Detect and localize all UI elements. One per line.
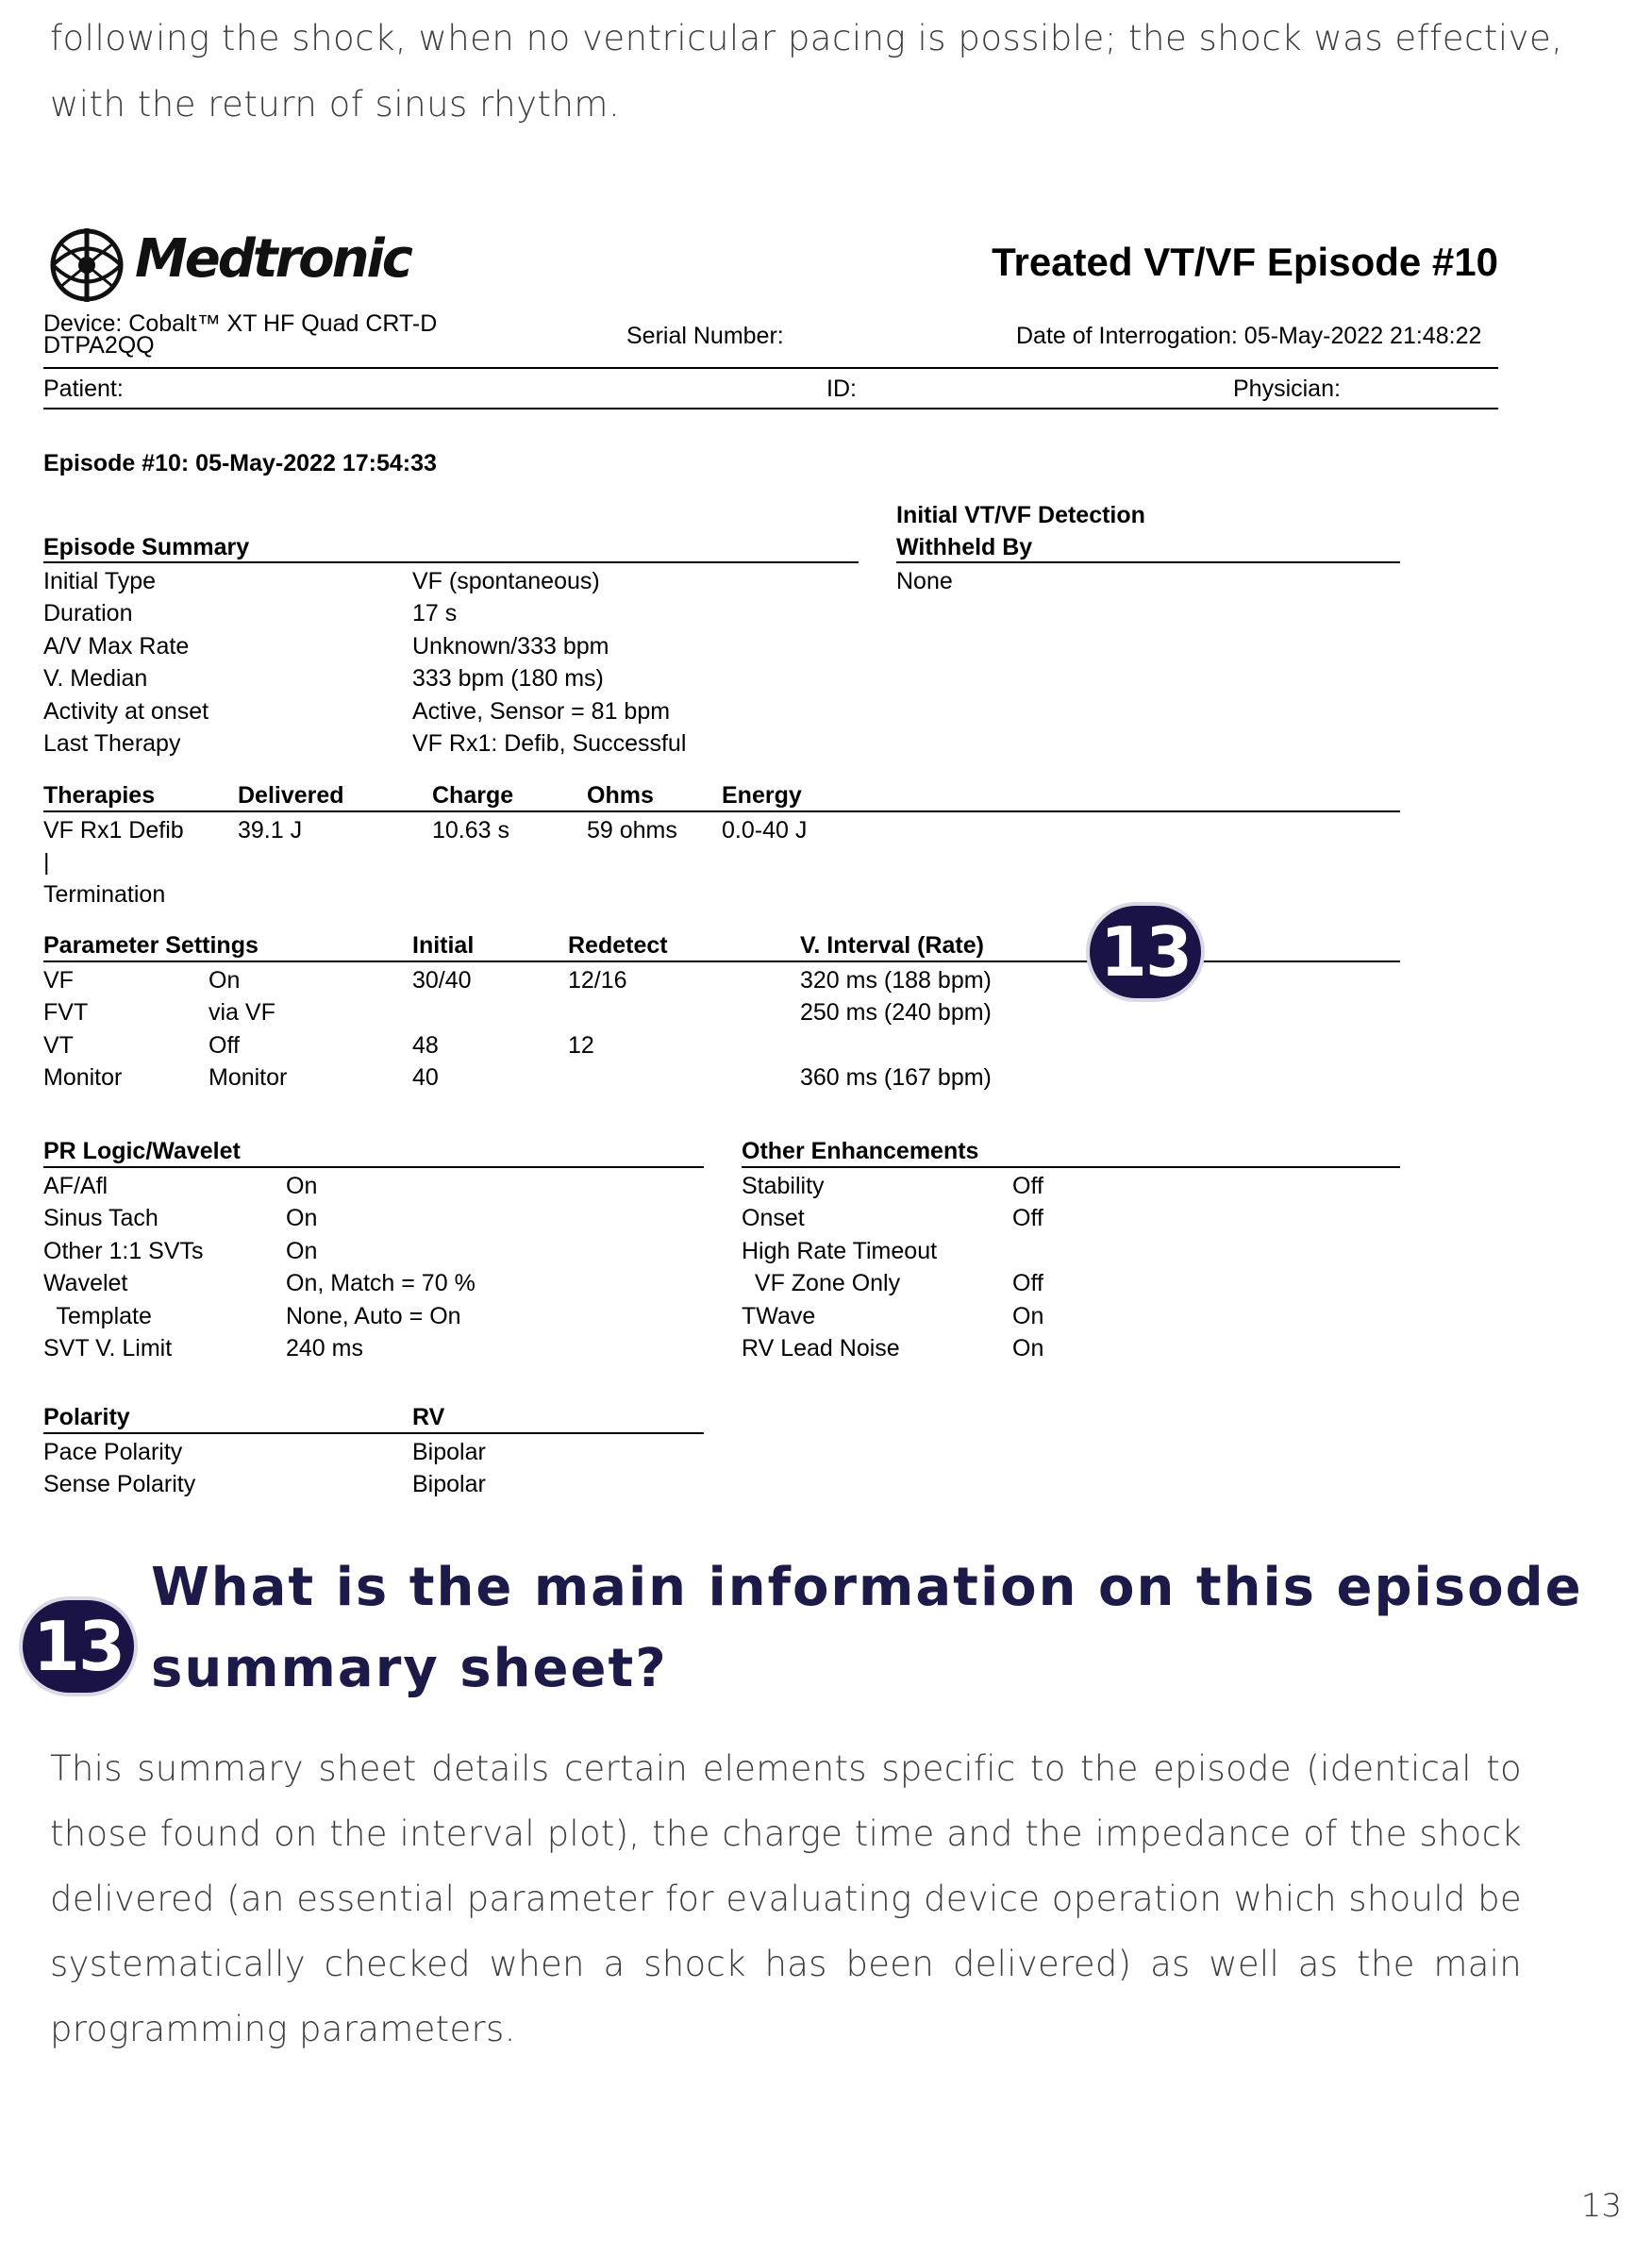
zone-redetect: 12/16 — [568, 967, 627, 994]
parameter-settings-header: Parameter Settings — [43, 932, 259, 959]
divider — [896, 561, 1400, 563]
enhancement-label: Stability — [742, 1173, 825, 1199]
divider — [742, 1166, 1400, 1168]
enhancement-label: High Rate Timeout — [742, 1238, 938, 1264]
zone-initial: 30/40 — [412, 967, 472, 994]
serial-number-label: Serial Number: — [626, 323, 784, 349]
divider — [43, 561, 859, 563]
rv-header: RV — [412, 1404, 445, 1430]
zone-name: Monitor — [43, 1064, 123, 1091]
pr-logic-label: Wavelet — [43, 1270, 128, 1296]
initial-header: Initial — [412, 932, 475, 959]
id-label: ID: — [826, 376, 857, 402]
summary-value: 333 bpm (180 ms) — [412, 665, 604, 692]
summary-value: Active, Sensor = 81 bpm — [412, 698, 671, 725]
enhancement-value: On — [1012, 1303, 1044, 1329]
summary-value: 17 s — [412, 600, 458, 626]
device-line-1: Device: Cobalt™ XT HF Quad CRT-D — [43, 310, 438, 337]
divider — [43, 408, 1498, 409]
therapy-charge: 10.63 s — [432, 817, 510, 844]
pr-logic-label: Template — [43, 1303, 152, 1329]
summary-header: Episode Summary — [43, 534, 250, 560]
physician-label: Physician: — [1233, 376, 1341, 402]
summary-value: VF (spontaneous) — [412, 568, 600, 594]
v-interval-header: V. Interval (Rate) — [800, 932, 984, 959]
polarity-label: Sense Polarity — [43, 1471, 196, 1497]
polarity-label: Pace Polarity — [43, 1439, 183, 1465]
withheld-header-line1: Initial VT/VF Detection — [896, 502, 1145, 528]
pr-logic-label: Sinus Tach — [43, 1205, 159, 1231]
pr-logic-value: On — [286, 1205, 318, 1231]
summary-label: Last Therapy — [43, 730, 181, 757]
zone-name: VT — [43, 1032, 74, 1059]
callout-badge: 13 — [1086, 902, 1205, 1002]
zone-initial: 40 — [412, 1064, 439, 1091]
enhancement-label: TWave — [742, 1303, 816, 1329]
question-heading: What is the main information on this episode summary sheet? — [151, 1557, 1583, 1699]
energy-header: Energy — [722, 782, 802, 809]
polarity-value: Bipolar — [412, 1439, 486, 1465]
enhancement-value: Off — [1012, 1205, 1043, 1231]
charge-header: Charge — [432, 782, 514, 809]
therapies-header: Therapies — [43, 782, 156, 809]
pr-logic-header: PR Logic/Wavelet — [43, 1138, 241, 1164]
zone-interval: 250 ms (240 bpm) — [800, 999, 992, 1026]
zone-name: VF — [43, 967, 74, 994]
withheld-value: None — [896, 568, 953, 594]
delivered-header: Delivered — [238, 782, 344, 809]
zone-initial: 48 — [412, 1032, 439, 1059]
pr-logic-label: AF/Afl — [43, 1173, 108, 1199]
episode-heading: Episode #10: 05-May-2022 17:54:33 — [43, 450, 437, 476]
summary-label: Initial Type — [43, 568, 157, 594]
patient-label: Patient: — [43, 376, 124, 402]
zone-status: On — [209, 967, 241, 994]
divider — [43, 810, 1400, 812]
ohms-header: Ohms — [587, 782, 654, 809]
interrogation-date: Date of Interrogation: 05-May-2022 21:48:22 — [1016, 323, 1482, 349]
enhancement-value: Off — [1012, 1270, 1043, 1296]
page-number: 13 — [1580, 2187, 1622, 2225]
enhancement-label: Onset — [742, 1205, 805, 1231]
divider — [43, 1166, 704, 1168]
pr-logic-label: SVT V. Limit — [43, 1335, 173, 1361]
zone-status: Off — [209, 1032, 240, 1059]
other-enhancements-header: Other Enhancements — [742, 1138, 979, 1164]
summary-value: VF Rx1: Defib, Successful — [412, 730, 687, 757]
device-line-2: DTPA2QQ — [43, 332, 155, 359]
therapy-energy: 0.0-40 J — [722, 817, 808, 844]
zone-status: Monitor — [209, 1064, 288, 1091]
answer-paragraph: This summary sheet details certain elements specific to the episode (identical to those found on the interval plot), the charge time and the impedance of the shock delivered (an essential parameter for evaluating device operation which should be systematically checked when a shock has been delivered) as well as the main programming parameters. — [50, 1748, 1522, 2049]
report-title: Treated VT/VF Episode #10 — [992, 240, 1498, 284]
therapy-name: VF Rx1 Defib — [43, 817, 184, 844]
summary-label: V. Median — [43, 665, 148, 692]
zone-interval: 320 ms (188 bpm) — [800, 967, 992, 994]
divider — [43, 367, 1498, 369]
enhancement-label: VF Zone Only — [742, 1270, 901, 1296]
therapy-delivered: 39.1 J — [238, 817, 303, 844]
pr-logic-label: Other 1:1 SVTs — [43, 1238, 204, 1264]
intro-paragraph: following the shock, when no ventricular pacing is possible; the shock was effective, with the return of sinus rhythm. — [50, 18, 1563, 125]
enhancement-label: RV Lead Noise — [742, 1335, 900, 1361]
pr-logic-value: None, Auto = On — [286, 1303, 461, 1329]
zone-interval: 360 ms (167 bpm) — [800, 1064, 992, 1091]
summary-label: A/V Max Rate — [43, 633, 190, 660]
summary-label: Duration — [43, 600, 133, 626]
divider — [43, 1432, 704, 1434]
polarity-header: Polarity — [43, 1404, 130, 1430]
zone-name: FVT — [43, 999, 89, 1026]
question-badge: 13 — [19, 1596, 138, 1696]
therapy-ohms: 59 ohms — [587, 817, 677, 844]
summary-label: Activity at onset — [43, 698, 209, 725]
pr-logic-value: On, Match = 70 % — [286, 1270, 476, 1296]
polarity-value: Bipolar — [412, 1471, 486, 1497]
pr-logic-value: On — [286, 1238, 318, 1264]
summary-value: Unknown/333 bpm — [412, 633, 609, 660]
enhancement-value: Off — [1012, 1173, 1043, 1199]
pr-logic-value: 240 ms — [286, 1335, 363, 1361]
therapy-termination: Termination — [43, 881, 166, 908]
zone-redetect: 12 — [568, 1032, 594, 1059]
enhancement-value: On — [1012, 1335, 1044, 1361]
zone-status: via VF — [209, 999, 275, 1026]
redetect-header: Redetect — [568, 932, 668, 959]
brand-name: Medtronic — [135, 228, 410, 290]
withheld-header-line2: Withheld By — [896, 534, 1033, 560]
therapy-separator: | — [43, 849, 50, 876]
medtronic-logo-icon — [43, 223, 130, 308]
pr-logic-value: On — [286, 1173, 318, 1199]
